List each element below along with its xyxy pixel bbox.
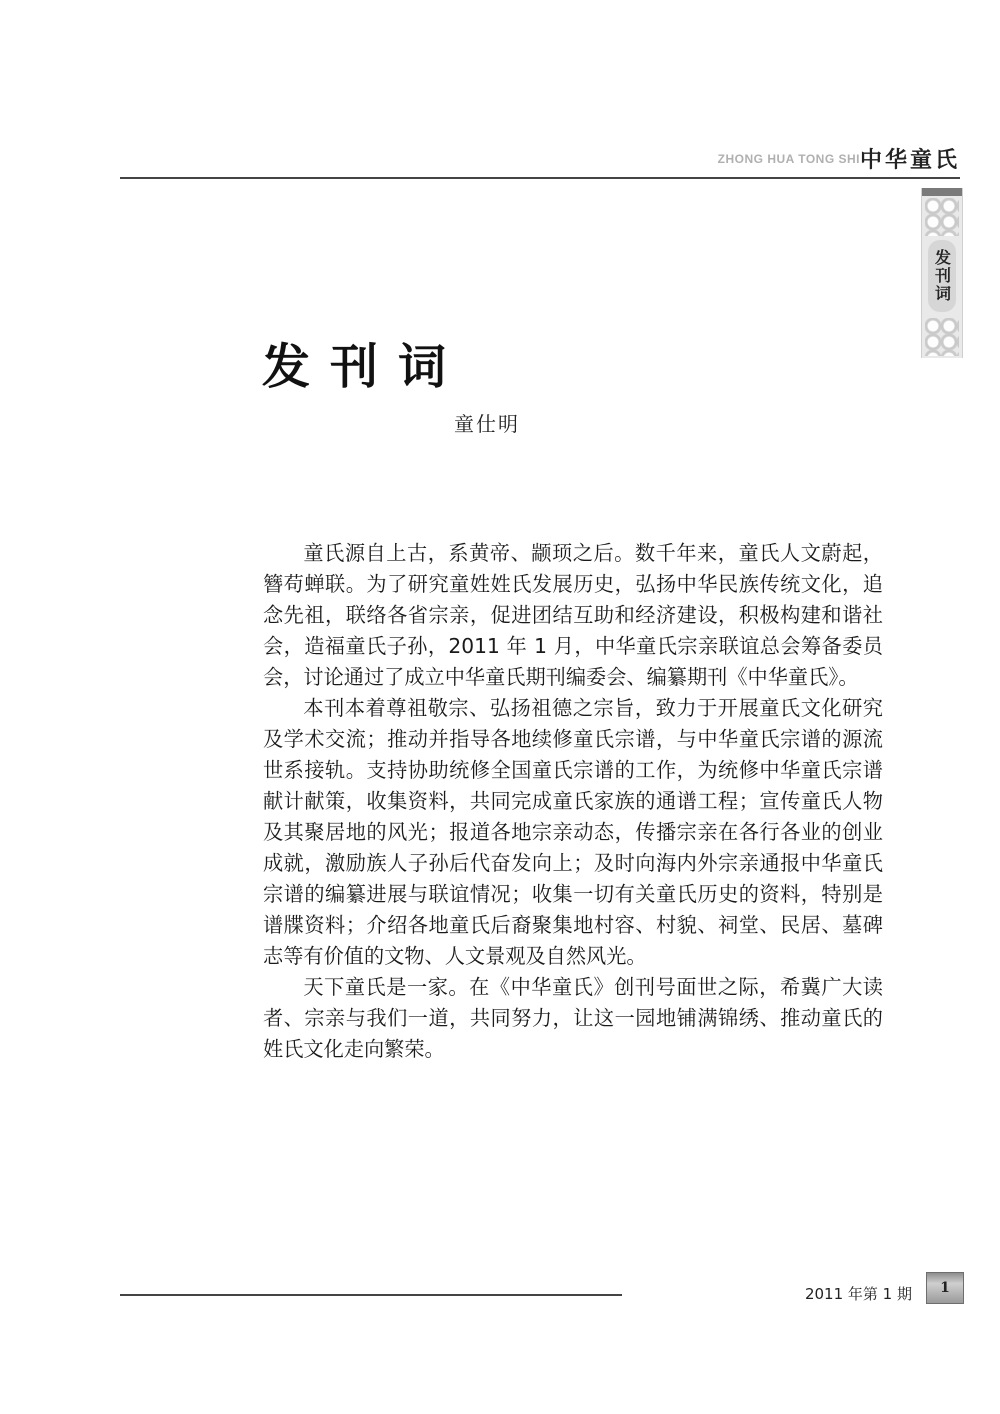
- article-author: 童仕明: [454, 412, 520, 436]
- article-body: [263, 538, 883, 1065]
- side-tab-label-box: [928, 240, 956, 312]
- paragraph: 童氏源自上古，系黄帝、颛顼之后。数千年来，童氏人文蔚起，簪苟蝉联。为了研究童姓姓氏发展历史，弘扬中华民族传统文化，追念先祖，联络各省宗亲，促进团结互助和经济建设，积极构建和谐社会，造福童氏子孙，2011 年 1 月，中华童氏宗亲联谊总会筹备委员会，讨论通过了成立中华童氏期刊编委会、编纂期刊《中华童氏》。: [263, 541, 883, 689]
- section-side-tab: [921, 188, 963, 358]
- issue-label: 2011 年第 1 期: [804, 1285, 912, 1303]
- paragraph: 本刊本着尊祖敬宗、弘扬祖德之宗旨，致力于开展童氏文化研究及学术交流；推动并指导各地续修童氏宗谱，与中华童氏宗谱的源流世系接轨。支持协助统修全国童氏宗谱的工作，为统修中华童氏宗谱献计献策，收集资料，共同完成童氏家族的通谱工程；宣传童氏人物及其聚居地的风光；报道各地宗亲动态，传播宗亲在各行各业的创业成就，激励族人子孙后代奋发向上；及时向海内外宗亲通报中华童氏宗谱的编纂进展与联谊情况；收集一切有关童氏历史的资料，特别是谱牒资料；介绍各地童氏后裔聚集地村容、村貌、祠堂、民居、墓碑志等有价值的文物、人文景观及自然风光。: [263, 696, 883, 968]
- side-tab-ornament-top: [925, 198, 959, 236]
- header-divider: [120, 177, 960, 179]
- side-tab-ornament-bottom: [925, 318, 959, 356]
- header-journal-title: 中华童氏: [859, 147, 960, 173]
- article-title: 发刊词: [262, 339, 467, 395]
- paragraph: 天下童氏是一家。在《中华童氏》创刊号面世之际，希冀广大读者、宗亲与我们一道，共同努力，让这一园地铺满锦绣、推动童氏的姓氏文化走向繁荣。: [263, 975, 883, 1061]
- side-tab-band: [922, 188, 962, 196]
- footer-divider: [120, 1294, 622, 1296]
- side-tab-label: 发刊词: [932, 249, 952, 303]
- page-number: 1: [926, 1272, 964, 1304]
- header-latin-title: ZHONG HUA TONG SHI: [717, 152, 860, 166]
